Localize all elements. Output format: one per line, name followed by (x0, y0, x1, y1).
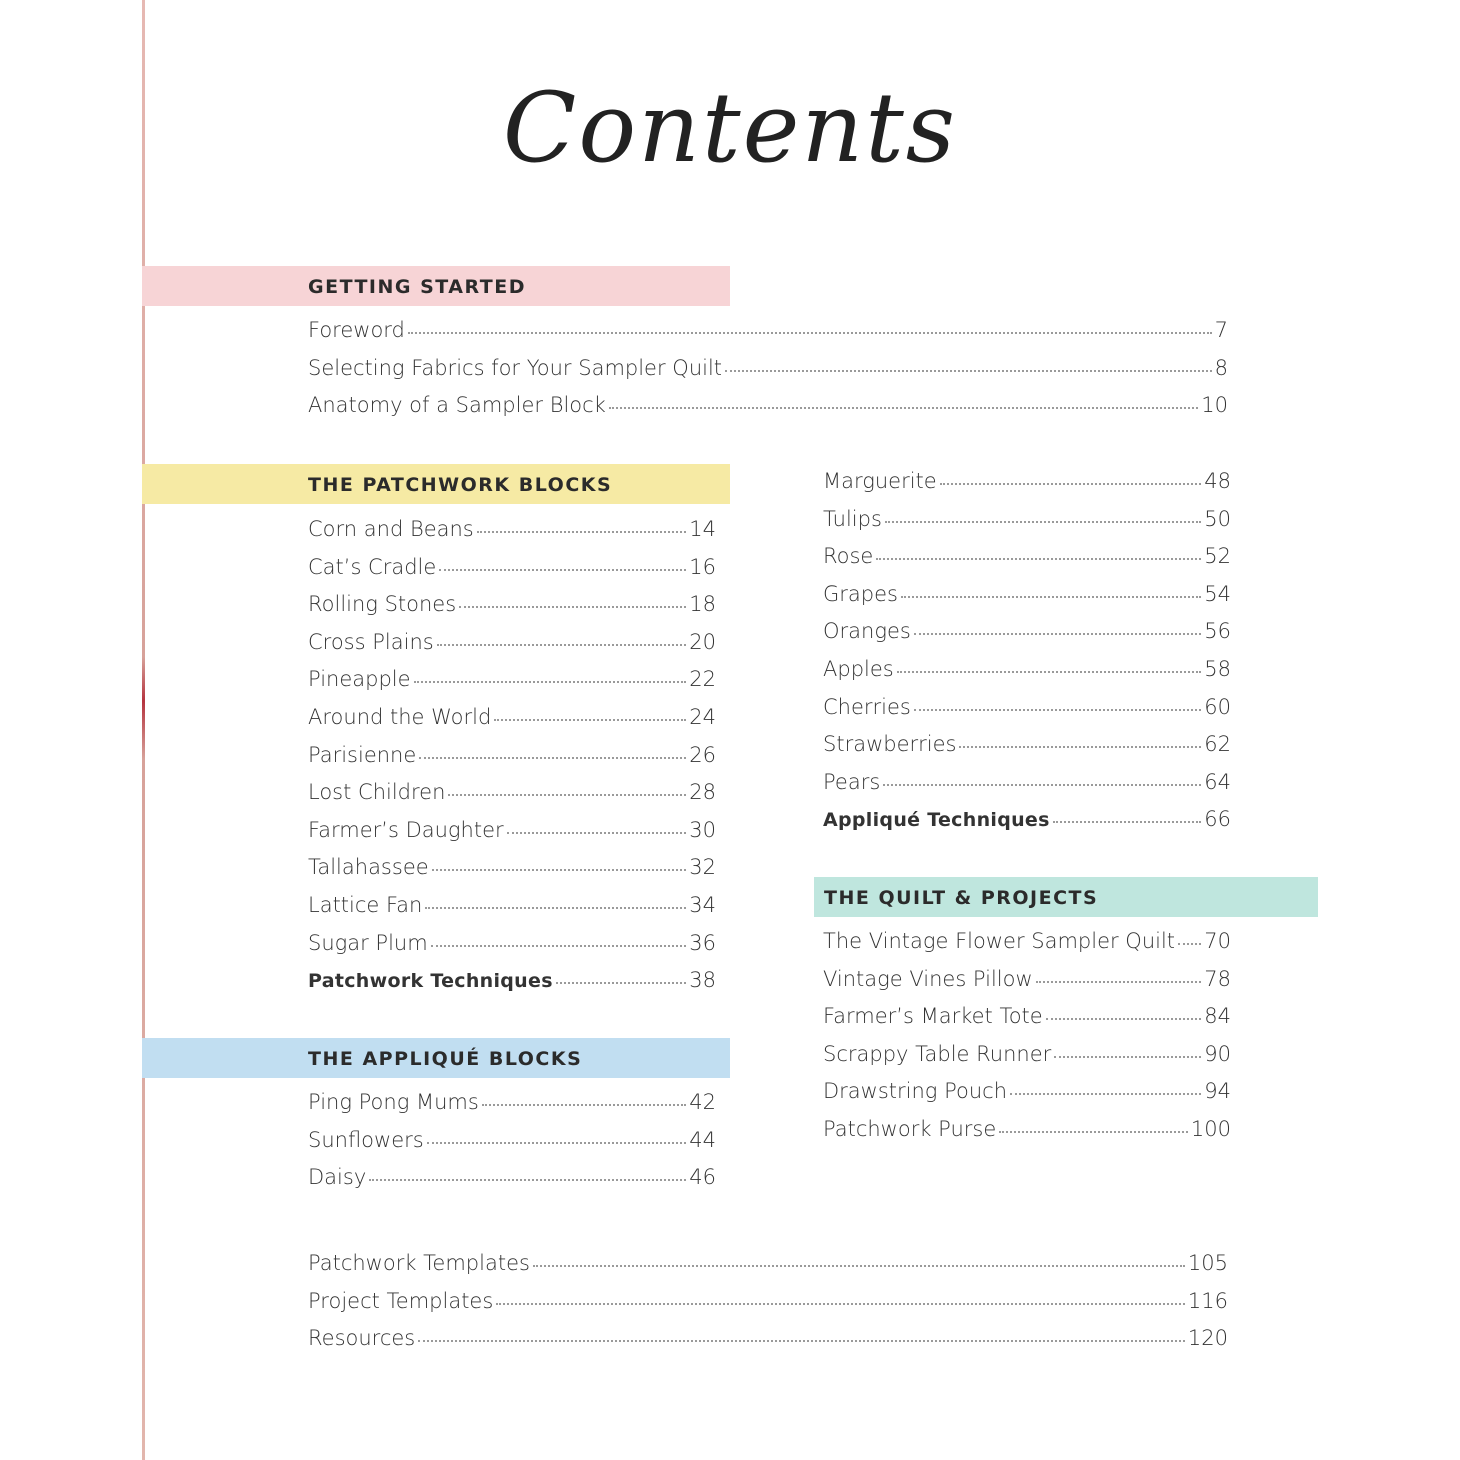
toc-entry[interactable] (823, 507, 1231, 545)
toc-entry[interactable] (308, 356, 1228, 394)
toc-entry-label: Ping Pong Mums (308, 1090, 479, 1114)
toc-entry-page: 66 (1204, 807, 1231, 832)
toc-entry-label: Oranges (823, 619, 911, 644)
toc-entry[interactable] (308, 1128, 716, 1166)
toc-entry-label: Drawstring Pouch (823, 1079, 1008, 1104)
toc-entry-label: Anatomy of a Sampler Block (308, 393, 606, 418)
toc-entry-page: 48 (1204, 469, 1231, 493)
toc-entry[interactable] (823, 967, 1231, 1005)
toc-entry-page: 58 (1204, 656, 1231, 681)
dot-leader (459, 606, 686, 608)
dot-leader (448, 794, 686, 796)
toc-entry[interactable] (823, 582, 1231, 620)
toc-entry-page: 50 (1204, 506, 1231, 531)
toc-entry-label: Pineapple (308, 667, 411, 692)
toc-entry-page: 94 (1204, 1079, 1231, 1104)
toc-entry[interactable] (823, 657, 1231, 695)
toc-entry[interactable] (823, 1042, 1231, 1080)
dot-leader (425, 907, 686, 909)
dot-leader (940, 483, 1202, 485)
toc-entry[interactable] (308, 893, 716, 931)
toc-entry[interactable] (823, 770, 1231, 808)
toc-entry[interactable] (308, 780, 716, 818)
toc-entry-page: 34 (689, 892, 716, 917)
toc-quilt-projects (823, 929, 1231, 1155)
toc-entry[interactable] (308, 705, 716, 743)
dot-leader (1178, 943, 1201, 945)
toc-entry-page: 16 (689, 554, 716, 579)
toc-entry-page: 22 (689, 667, 716, 692)
toc-entry-page: 64 (1204, 769, 1231, 794)
dot-leader (876, 558, 1201, 560)
toc-entry-label: Rose (823, 544, 874, 569)
dot-leader (419, 757, 686, 759)
dot-leader (1036, 981, 1202, 983)
toc-entry-page: 7 (1214, 318, 1228, 342)
dot-leader (418, 1340, 1185, 1342)
toc-entry-page: 28 (689, 780, 716, 805)
toc-entry[interactable] (308, 1165, 716, 1203)
dot-leader (496, 1303, 1185, 1305)
toc-entry-label: Resources (308, 1326, 416, 1351)
toc-entry[interactable] (823, 619, 1231, 657)
toc-entry-page: 56 (1204, 619, 1231, 644)
toc-entry-label: Cat’s Cradle (308, 554, 437, 579)
dot-leader (725, 370, 1212, 372)
toc-entry-label: Rolling Stones (308, 592, 457, 617)
toc-entry-label: Marguerite (823, 469, 937, 493)
toc-entry-label: Apples (823, 656, 894, 681)
toc-entry-page: 60 (1204, 694, 1231, 719)
toc-entry-label: Appliqué Techniques (823, 809, 1050, 832)
toc-entry[interactable] (823, 732, 1231, 770)
spine-edge (142, 0, 145, 1460)
book-spine (0, 0, 146, 1460)
toc-entry-page: 90 (1204, 1041, 1231, 1066)
toc-entry-page: 26 (689, 742, 716, 767)
toc-entry-page: 52 (1204, 544, 1231, 569)
toc-entry-page: 105 (1187, 1251, 1228, 1275)
toc-entry[interactable] (308, 931, 716, 969)
toc-getting-started (308, 318, 1228, 431)
toc-entry-label: Sunflowers (308, 1127, 424, 1152)
dot-leader (432, 869, 687, 871)
toc-entry-label: Vintage Vines Pillow (823, 966, 1033, 991)
toc-entry-label: Cherries (823, 694, 911, 719)
dot-leader (439, 569, 686, 571)
dot-leader (1053, 821, 1202, 823)
toc-entry-page: 70 (1204, 929, 1231, 953)
toc-entry-page: 44 (689, 1127, 716, 1152)
section-heading-quilt-projects: THE QUILT & PROJECTS (814, 877, 1318, 917)
dot-leader (1046, 1018, 1202, 1020)
toc-entry-label: Parisienne (308, 742, 417, 767)
toc-entry-label: Selecting Fabrics for Your Sampler Quilt (308, 355, 723, 380)
dot-leader (897, 671, 1202, 673)
toc-entry[interactable] (823, 544, 1231, 582)
dot-leader (477, 531, 687, 533)
section-heading-getting-started: GETTING STARTED (142, 266, 730, 306)
dot-leader (959, 746, 1201, 748)
toc-entry-page: 36 (689, 930, 716, 955)
toc-entry[interactable] (308, 517, 716, 555)
toc-entry[interactable] (308, 1326, 1228, 1364)
dot-leader (1010, 1093, 1201, 1095)
toc-entry[interactable] (308, 630, 716, 668)
dot-leader (1054, 1056, 1201, 1058)
toc-end-matter (308, 1251, 1228, 1364)
dot-leader (609, 407, 1198, 409)
toc-entry-page: 84 (1204, 1004, 1231, 1029)
toc-entry[interactable] (308, 1289, 1228, 1327)
toc-entry[interactable] (308, 1251, 1228, 1289)
dot-leader (431, 945, 687, 947)
toc-entry[interactable] (308, 555, 716, 593)
toc-entry[interactable] (308, 393, 1228, 431)
dot-leader (507, 832, 687, 834)
toc-entry-page: 100 (1190, 1116, 1231, 1141)
dot-leader (914, 709, 1201, 711)
toc-entry-page: 30 (689, 817, 716, 842)
toc-entry[interactable] (823, 695, 1231, 733)
toc-entry-label: Foreword (308, 318, 405, 342)
toc-entry[interactable] (308, 818, 716, 856)
toc-entry-label: Lost Children (308, 780, 446, 805)
toc-entry-page: 120 (1187, 1326, 1228, 1351)
toc-entry-page: 32 (689, 855, 716, 880)
toc-entry[interactable] (308, 667, 716, 705)
toc-entry-page: 20 (689, 629, 716, 654)
toc-entry-label: Patchwork Templates (308, 1251, 530, 1275)
dot-leader (999, 1131, 1188, 1133)
dot-leader (414, 681, 687, 683)
dot-leader (901, 596, 1201, 598)
toc-entry[interactable] (308, 855, 716, 893)
toc-entry-label: Tulips (823, 506, 882, 531)
toc-entry-page: 14 (689, 517, 716, 541)
toc-entry[interactable] (823, 469, 1231, 507)
dot-leader (914, 633, 1201, 635)
toc-entry[interactable] (308, 968, 716, 1006)
toc-entry[interactable] (308, 318, 1228, 356)
toc-entry-label: Cross Plains (308, 629, 434, 654)
toc-entry-page: 18 (689, 592, 716, 617)
toc-patchwork-blocks (308, 517, 716, 1006)
toc-entry-page: 8 (1214, 355, 1228, 380)
toc-entry-page: 62 (1204, 732, 1231, 757)
toc-entry[interactable] (308, 743, 716, 781)
toc-entry-label: The Vintage Flower Sampler Quilt (823, 929, 1176, 953)
toc-entry-page: 10 (1201, 393, 1228, 418)
toc-entry-page: 38 (689, 968, 716, 993)
dot-leader (408, 332, 1212, 334)
dot-leader (437, 644, 687, 646)
dot-leader (883, 784, 1201, 786)
toc-entry-page: 78 (1204, 966, 1231, 991)
toc-entry-label: Sugar Plum (308, 930, 428, 955)
toc-entry-label: Pears (823, 769, 881, 794)
toc-entry-label: Corn and Beans (308, 517, 474, 541)
toc-entry-page: 46 (689, 1165, 716, 1190)
section-heading-patchwork-blocks: THE PATCHWORK BLOCKS (142, 464, 730, 504)
toc-entry-label: Daisy (308, 1165, 367, 1190)
toc-entry-label: Farmer’s Market Tote (823, 1004, 1043, 1029)
toc-entry[interactable] (308, 1090, 716, 1128)
toc-entry-page: 116 (1187, 1288, 1228, 1313)
toc-entry-label: Patchwork Techniques (308, 970, 553, 993)
dot-leader (556, 982, 686, 984)
toc-entry-label: Grapes (823, 581, 898, 606)
toc-entry-label: Strawberries (823, 732, 957, 757)
toc-entry[interactable] (823, 807, 1231, 845)
toc-entry-page: 24 (689, 704, 716, 729)
dot-leader (533, 1265, 1185, 1267)
toc-entry-label: Project Templates (308, 1288, 494, 1313)
toc-applique-blocks-left (308, 1090, 716, 1203)
toc-entry-label: Farmer’s Daughter (308, 817, 504, 842)
toc-entry-label: Patchwork Purse (823, 1116, 997, 1141)
toc-entry[interactable] (823, 1117, 1231, 1155)
dot-leader (482, 1104, 686, 1106)
toc-entry-label: Tallahassee (308, 855, 429, 880)
toc-entry-label: Lattice Fan (308, 892, 423, 917)
toc-entry[interactable] (823, 929, 1231, 967)
toc-entry[interactable] (823, 1079, 1231, 1117)
dot-leader (494, 719, 686, 721)
dot-leader (369, 1179, 686, 1181)
toc-entry-label: Around the World (308, 704, 492, 729)
toc-applique-blocks-right (823, 469, 1231, 845)
toc-entry-label: Scrappy Table Runner (823, 1041, 1052, 1066)
section-heading-applique-blocks: THE APPLIQUÉ BLOCKS (142, 1038, 730, 1078)
page-title: Contents (502, 72, 958, 184)
dot-leader (427, 1142, 687, 1144)
toc-entry-page: 54 (1204, 581, 1231, 606)
toc-entry[interactable] (308, 592, 716, 630)
dot-leader (885, 521, 1201, 523)
toc-entry[interactable] (823, 1004, 1231, 1042)
toc-entry-page: 42 (689, 1090, 716, 1114)
